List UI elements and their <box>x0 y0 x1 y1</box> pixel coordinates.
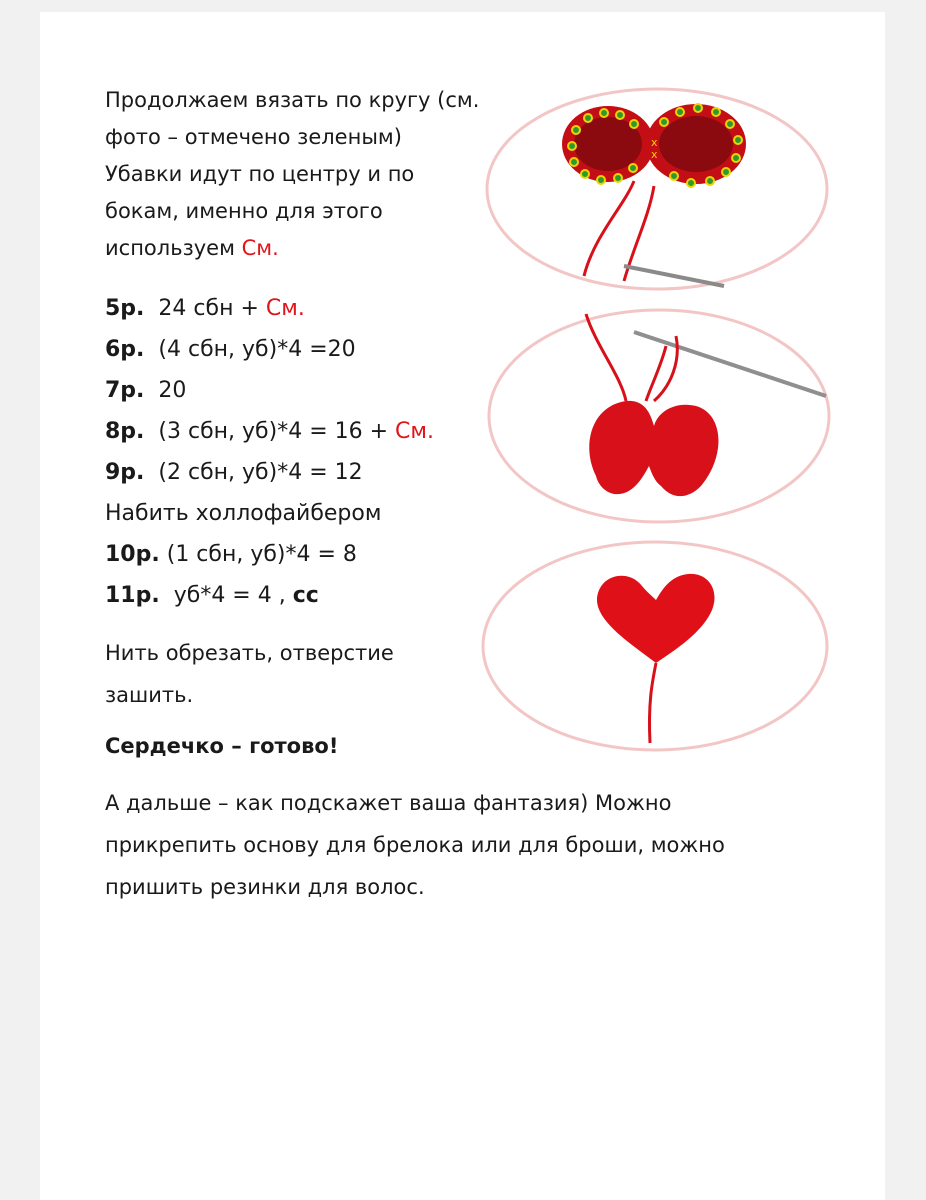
row-text: уб*4 = 4 , <box>173 583 293 608</box>
photo-finished-heart <box>480 538 830 754</box>
photo-heart-halves <box>484 86 830 292</box>
row-number: 5р. <box>105 296 145 321</box>
row-text: 20 <box>158 378 187 403</box>
intro-line: Убавки идут по центру и по <box>105 162 415 186</box>
intro-paragraph <box>105 82 485 267</box>
intro-line: фото – отмечено зеленым) <box>105 125 402 149</box>
marker-label: См. <box>241 236 279 260</box>
outro-line: прикрепить основу для брелока или для броши, можно <box>105 833 725 857</box>
row-text: (2 сбн, уб)*4 = 12 <box>158 460 363 485</box>
intro-line: бокам, именно для этого <box>105 199 383 223</box>
outro-line: А дальше – как подскажет ваша фантазия) Можно <box>105 791 672 815</box>
row-tail: сс <box>292 583 319 608</box>
pattern-row <box>105 534 434 575</box>
pattern-row <box>105 411 434 452</box>
photo-heart-closing <box>486 306 832 526</box>
row-number: 11р. <box>105 583 160 608</box>
svg-text:x: x <box>651 136 658 149</box>
stuffing-note <box>105 493 434 534</box>
row-number: 8р. <box>105 419 145 444</box>
outro-line: пришить резинки для волос. <box>105 875 425 899</box>
closing-line: зашить. <box>105 683 194 707</box>
pattern-row <box>105 329 434 370</box>
closing-paragraph <box>105 632 465 716</box>
intro-line: Продолжаем вязать по кругу (см. <box>105 88 480 112</box>
row-number: 10р. <box>105 542 160 567</box>
closing-line: Нить обрезать, отверстие <box>105 641 394 665</box>
row-marker: См. <box>395 419 434 444</box>
row-text: (3 сбн, уб)*4 = 16 + <box>158 419 396 444</box>
intro-text: используем <box>105 236 242 260</box>
row-text: 24 сбн + <box>158 296 266 321</box>
done-heading: Сердечко – готово! <box>105 734 339 758</box>
pattern-row <box>105 370 434 411</box>
row-text: (4 сбн, уб)*4 =20 <box>158 337 356 362</box>
pattern-row <box>105 452 434 493</box>
svg-text:x: x <box>651 148 658 161</box>
row-number: 9р. <box>105 460 145 485</box>
row-text: Набить холлофайбером <box>105 501 382 526</box>
pattern-rows <box>105 288 434 616</box>
pattern-row <box>105 288 434 329</box>
row-text: (1 сбн, уб)*4 = 8 <box>166 542 357 567</box>
row-number: 6р. <box>105 337 145 362</box>
intro-line <box>105 230 485 267</box>
outro-paragraph <box>105 782 825 908</box>
pattern-row <box>105 575 434 616</box>
row-marker: См. <box>265 296 305 321</box>
row-number: 7р. <box>105 378 145 403</box>
